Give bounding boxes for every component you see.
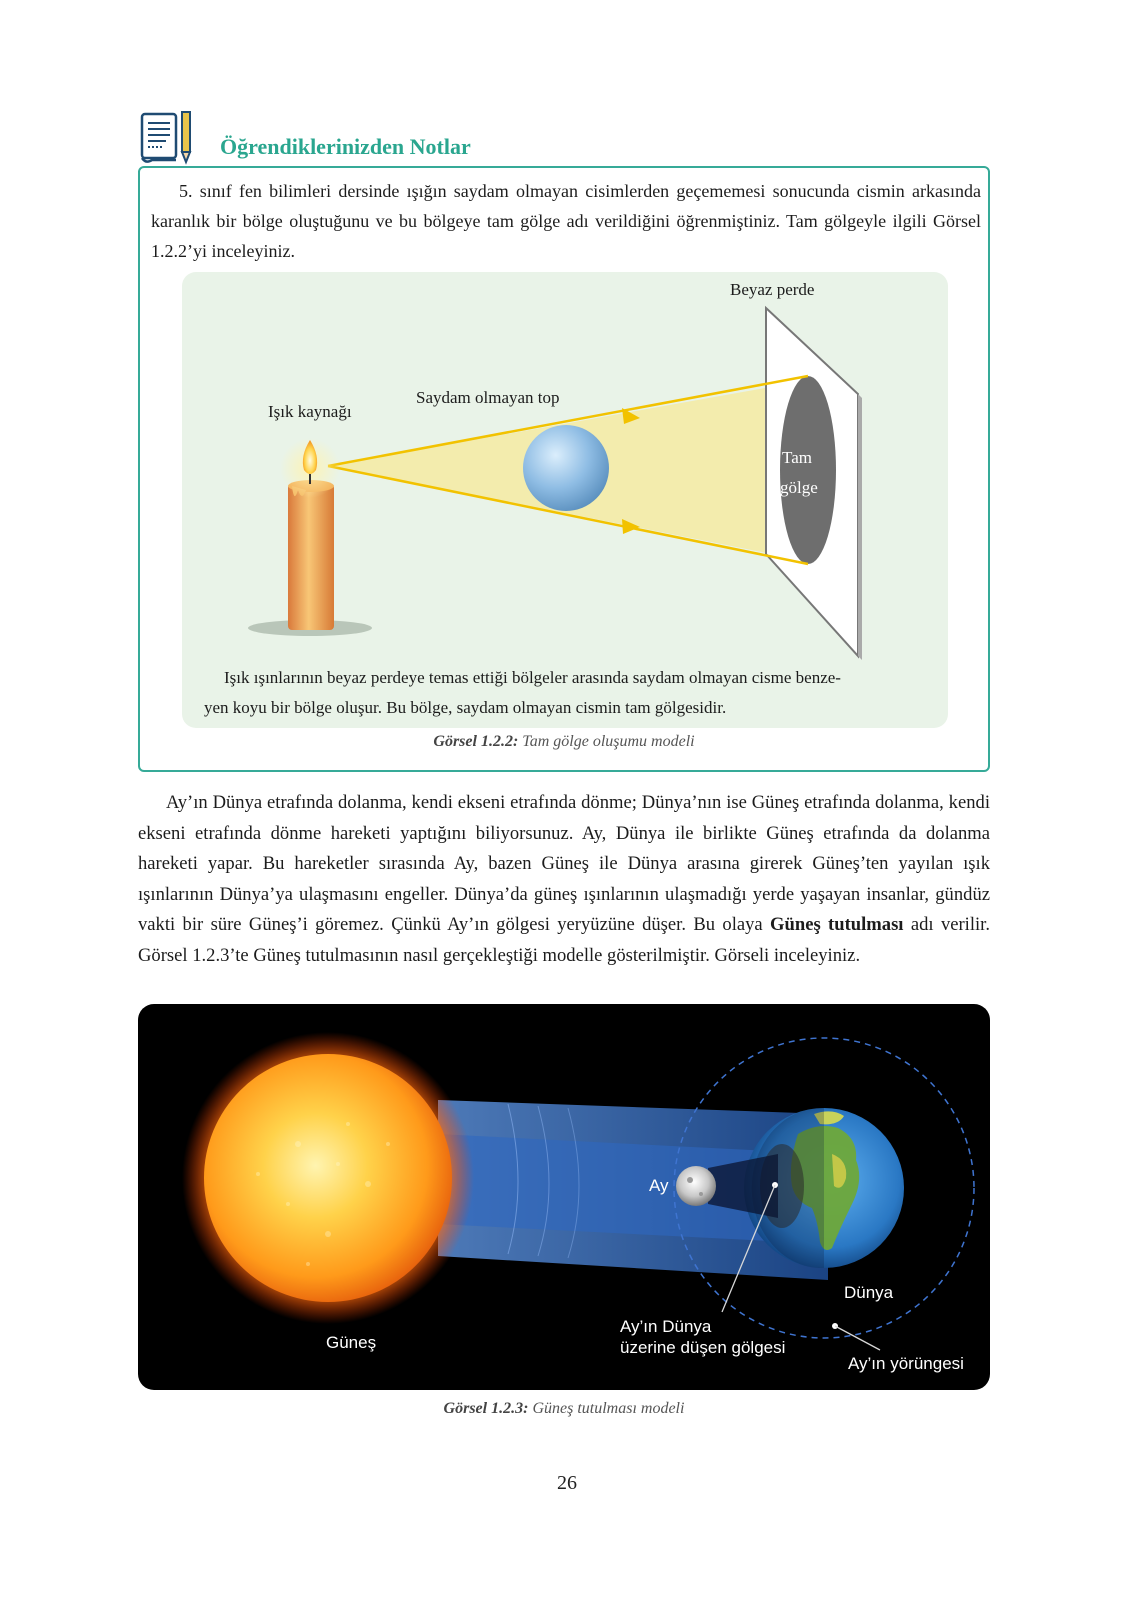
label-earth: Dünya (844, 1283, 894, 1302)
caption-text: Güneş tutulması modeli (532, 1400, 685, 1417)
notes-intro: 5. sınıf fen bilimleri dersinde ışığın saydam olmayan cisimlerden geçememesi sonucunda cismin arkasında karanlık bir bölge oluştuğunu ve bu bölgeye tam gölge adı verildiğini öğrenmiştiniz. Tam gölgeyle ilgili Görsel 1.2.2’yi inceleyiniz. (151, 181, 981, 261)
label-sun: Güneş (326, 1333, 377, 1352)
diagram-explanation-2: yen koyu bir bölge oluşur. Bu bölge, saydam olmayan cismin tam gölgesidir. (204, 698, 727, 717)
label-light-source: Işık kaynağı (268, 402, 352, 421)
label-full-shadow-1: Tam (782, 448, 812, 467)
moon-icon (676, 1166, 716, 1206)
label-moon-shadow-1: Ay’ın Dünya (620, 1317, 712, 1336)
diagram-explanation-1: Işık ışınlarının beyaz perdeye temas ettiği bölgeler arasında saydam olmayan cisme benze- (224, 668, 841, 687)
body-paragraph (138, 788, 990, 971)
label-moon-orbit: Ay’ın yörüngesi (848, 1354, 964, 1373)
caption-text: Tam gölge oluşumu modeli (522, 733, 695, 750)
sun-icon (204, 1054, 452, 1302)
label-moon-shadow-2: üzerine düşen gölgesi (620, 1338, 786, 1357)
caption-number: Görsel 1.2.3: (443, 1400, 529, 1417)
notebook-pencil-icon (140, 110, 196, 166)
figure-caption-1-2-3 (138, 1400, 990, 1418)
page-number: 26 (557, 1472, 577, 1494)
notes-title: Öğrendiklerinizden Notlar (220, 134, 471, 159)
candle-icon (280, 438, 340, 630)
shadow-diagram (182, 272, 948, 728)
caption-number: Görsel 1.2.2: (433, 733, 519, 750)
shadow-diagram-graphic (182, 272, 948, 728)
orbit-pointer-line (835, 1326, 880, 1350)
opaque-ball (523, 425, 609, 511)
notes-box (138, 166, 990, 772)
label-moon: Ay (649, 1176, 669, 1195)
solar-eclipse-illustration (138, 1004, 990, 1390)
notes-header (140, 110, 740, 166)
figure-caption-1-2-2 (140, 733, 988, 751)
body-text-part2: adı verilir. Görsel 1.2.3’te Güneş tutulmasının nasıl gerçekleştiği modelle gösterilmiştir. Görseli inceleyiniz. (138, 914, 990, 966)
body-text-bold: Güneş tutulması (770, 914, 904, 935)
label-full-shadow-2: gölge (780, 478, 818, 497)
label-opaque-ball: Saydam olmayan top (416, 388, 560, 407)
full-shadow (780, 376, 836, 564)
label-white-screen: Beyaz perde (730, 280, 815, 299)
eclipse-graphic (138, 1004, 990, 1390)
body-text-part1: Ay’ın Dünya etrafında dolanma, kendi ekseni etrafında dönme; Dünya’nın ise Güneş etrafında dolanma, kendi ekseni etrafında dönme hareketi yaptığını biliyorsunuz. Ay, Dünya ile birlikte Güneş etrafında da dolanma hareketi yapar. Bu hareketler sırasında Ay, bazen Güneş ile Dünya arasına girerek Güneş’ten yayılan ışık ışınlarının Dünya’ya ulaşmasını engeller. Dünya’da güneş ışınlarının ulaşmadığı yerde yaşayan insanlar, gündüz vakti bir süre Güneş’i göremez. Çünkü Ay’ın gölgesi yeryüzüne düşer. Bu olaya (138, 792, 990, 935)
